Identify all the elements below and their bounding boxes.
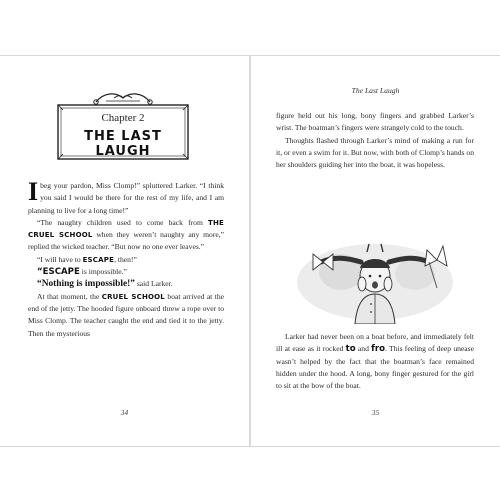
school-name: CRUEL SCHOOL xyxy=(101,292,165,301)
drop-cap: I xyxy=(28,177,39,206)
paragraph-text: boat arrived at the end of the jetty. The hooded figure onboard threw a rope over to Miss Clomp. The teacher caught the end and tied it to the jetty. Then the mysterious xyxy=(28,291,224,338)
left-body-text xyxy=(28,177,224,340)
paragraph xyxy=(28,278,224,290)
paragraph-text: is impossible.” xyxy=(79,267,127,277)
paragraph-text: , then!” xyxy=(114,254,137,264)
chapter-title: THE LAST LAUGH xyxy=(84,129,162,159)
paragraph xyxy=(28,177,224,217)
book-spread xyxy=(0,55,500,447)
page-number: 35 xyxy=(371,408,380,417)
paragraph-text: At that moment, the xyxy=(37,291,102,301)
escape-word: ESCAPE xyxy=(82,255,115,264)
page-number: 34 xyxy=(120,408,129,417)
paragraph xyxy=(28,217,224,254)
paragraph-text: when they weren’t naughty any more,” replied the wicked teacher. “But now no one ever leaves.” xyxy=(28,230,224,252)
paragraph-text: Larker had never been on a boat before, and immediately felt ill at ease as it rocked xyxy=(276,332,474,354)
paragraph xyxy=(28,266,224,278)
paragraph xyxy=(28,291,224,340)
school-name: THE CRUEL SCHOOL xyxy=(28,218,224,240)
paragraph-text: “I will have to xyxy=(37,254,83,264)
chapter-heading-plate xyxy=(56,89,190,161)
emphasis-text: fro xyxy=(371,344,386,355)
paragraph: Thoughts flashed through Larker’s mind of making a run for it, or even a swim for it. But now, with both of Clomp’s hands on her shoulders guiding her into the boat, it was hopeless. xyxy=(276,135,474,170)
paragraph xyxy=(28,254,224,266)
right-page xyxy=(251,56,500,446)
escape-word: “ESCAPE xyxy=(37,267,80,278)
right-body-text-top xyxy=(276,110,474,171)
paragraph-text: and xyxy=(355,344,372,354)
larker-illustration-icon xyxy=(289,232,461,324)
paragraph: figure held out his long, bony fingers and grabbed Larker’s wrist. The boatman’s fingers were strangely cold to the touch. xyxy=(276,111,474,133)
left-page xyxy=(0,56,249,446)
emphasis-text: to xyxy=(345,344,356,355)
right-body-text-bottom xyxy=(276,331,474,392)
paragraph xyxy=(276,331,474,392)
chapter-number: Chapter 2 xyxy=(101,112,145,124)
paragraph-text: beg your pardon, Miss Clomp!” spluttered Larker. “I think you said I would be there for the rest of my life, and I am planning to live for a long time!” xyxy=(28,181,224,215)
running-head: The Last Laugh xyxy=(351,86,400,95)
paragraph-text: said Larker. xyxy=(134,279,173,289)
paragraph-text: . This feeling of deep unease wasn’t helped by the fact that the boatman’s face remained hidden under the hood. A long, bony finger gestured for the girl to sit at the bow of the boat. xyxy=(276,344,474,391)
emphasis-text: “Nothing is impossible!” xyxy=(37,279,135,290)
paragraph-text: “The naughty children used to come back from xyxy=(37,217,208,227)
